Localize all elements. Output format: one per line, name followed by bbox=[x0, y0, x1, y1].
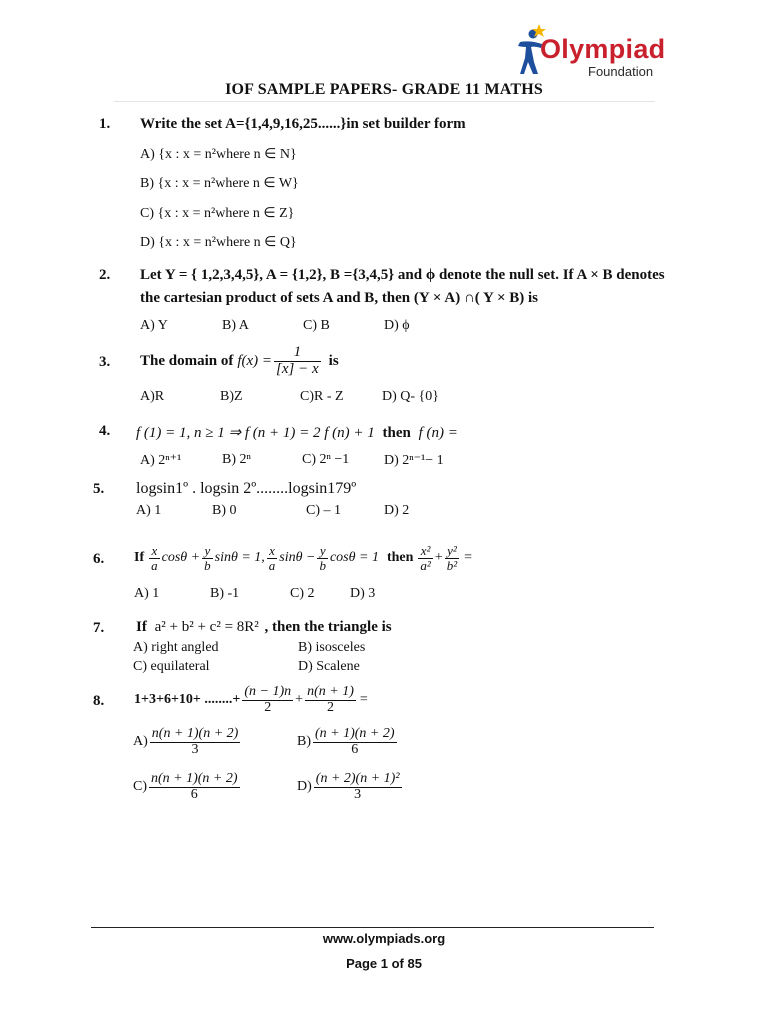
option-c: C) equilateral bbox=[133, 659, 210, 674]
option-d: D) 3 bbox=[350, 586, 376, 601]
fraction-denominator: b² bbox=[446, 557, 458, 573]
option-d: D) 2 bbox=[384, 503, 410, 518]
option-d: D) Scalene bbox=[298, 659, 360, 674]
fraction bbox=[445, 544, 459, 572]
option-a: A) {x : x = n²where n ∈ N} bbox=[140, 147, 297, 162]
fraction-denominator: 6 bbox=[351, 741, 359, 757]
question-text-pre: If bbox=[136, 619, 147, 635]
question-expression: a² + b² + c² = 8R² bbox=[154, 619, 259, 635]
question-text: Write the set A={1,4,9,16,25......}in set builder form bbox=[140, 116, 466, 132]
fraction bbox=[202, 544, 213, 572]
fraction-numerator: x² bbox=[418, 544, 432, 559]
option-c: C) 2 bbox=[290, 586, 315, 601]
question-text: the cartesian product of sets A and B, then (Y × A) ∩( Y × B) is bbox=[140, 290, 539, 306]
fraction-denominator: 3 bbox=[191, 741, 199, 757]
operator-equals: = bbox=[359, 692, 368, 707]
fraction-numerator: 1 bbox=[274, 345, 321, 362]
option-d bbox=[297, 767, 404, 807]
fraction-numerator: n(n + 1) bbox=[307, 683, 354, 699]
question-number: 3. bbox=[99, 354, 111, 370]
option-a: A)R bbox=[140, 389, 165, 404]
fraction-numerator: x bbox=[267, 544, 278, 559]
fraction-numerator: y bbox=[202, 544, 213, 559]
option-a bbox=[133, 722, 242, 762]
question-text-then: then bbox=[386, 550, 414, 565]
fraction-denominator: 6 bbox=[190, 786, 198, 802]
option-b: B) {x : x = n²where n ∈ W} bbox=[140, 176, 299, 191]
option-b: B) A bbox=[222, 318, 249, 333]
option-b: B) 2ⁿ bbox=[222, 452, 251, 467]
question-text-mid: then bbox=[382, 425, 411, 441]
option-label: B) bbox=[297, 734, 311, 749]
question-expression: sinθ = 1, bbox=[214, 550, 265, 565]
operator-plus: + bbox=[434, 550, 443, 565]
question-number: 1. bbox=[99, 116, 111, 132]
fraction bbox=[305, 685, 356, 715]
fraction-denominator: 2 bbox=[264, 699, 272, 715]
option-b: B) 0 bbox=[212, 503, 237, 518]
option-c: C) B bbox=[303, 318, 330, 333]
fraction bbox=[242, 685, 293, 715]
question-text bbox=[134, 679, 368, 721]
question-series: 1+3+6+10+ ........+ bbox=[134, 692, 241, 707]
fraction-numerator: y bbox=[317, 544, 328, 559]
question-text bbox=[134, 536, 472, 580]
question-expression: cosθ = 1 bbox=[329, 550, 379, 565]
fraction-numerator: (n + 2)(n + 1)² bbox=[315, 770, 400, 786]
option-a: A) Y bbox=[140, 318, 168, 333]
fraction bbox=[149, 772, 240, 802]
option-c bbox=[133, 767, 242, 807]
function-lhs: f(x) = bbox=[237, 352, 273, 369]
fraction bbox=[317, 544, 328, 572]
fraction bbox=[149, 544, 160, 572]
question-text-post: , then the triangle is bbox=[264, 619, 392, 635]
option-b: B)Z bbox=[220, 389, 243, 404]
option-label: C) bbox=[133, 779, 147, 794]
footer-divider bbox=[91, 927, 654, 928]
option-b bbox=[297, 722, 399, 762]
fraction bbox=[150, 727, 241, 757]
fraction bbox=[313, 727, 397, 757]
fraction-denominator: 3 bbox=[354, 786, 362, 802]
option-label: A) bbox=[133, 734, 148, 749]
page-title: IOF SAMPLE PAPERS- GRADE 11 MATHS bbox=[225, 81, 543, 98]
question-text bbox=[136, 619, 392, 636]
operator-plus: + bbox=[295, 692, 304, 707]
question-number: 8. bbox=[93, 693, 105, 709]
question-expression: sinθ − bbox=[279, 550, 316, 565]
fraction-denominator: a bbox=[151, 557, 158, 573]
question-text: Let Y = { 1,2,3,4,5}, A = {1,2}, B ={3,4,5} and ϕ denote the null set. If A × B denotes bbox=[140, 267, 665, 283]
option-d: D) 2ⁿ⁻¹− 1 bbox=[384, 453, 444, 468]
fraction-numerator: y² bbox=[445, 544, 459, 559]
fraction-denominator: a bbox=[268, 557, 276, 573]
fraction-numerator: x bbox=[149, 544, 160, 559]
question-number: 7. bbox=[93, 620, 105, 636]
option-c: C)R - Z bbox=[300, 389, 344, 404]
title-divider bbox=[114, 101, 655, 102]
question-expression: cosθ + bbox=[161, 550, 201, 565]
brand-name: Olympiad bbox=[540, 34, 666, 64]
question-text bbox=[136, 423, 458, 442]
question-number: 2. bbox=[99, 267, 111, 283]
option-c: C) {x : x = n²where n ∈ Z} bbox=[140, 206, 295, 221]
option-d: D) Q- {0} bbox=[382, 389, 439, 404]
brand-subtitle: Foundation bbox=[588, 64, 654, 79]
fraction bbox=[314, 772, 402, 802]
question-number: 6. bbox=[93, 551, 105, 567]
fraction bbox=[418, 544, 432, 572]
fraction-denominator: 2 bbox=[326, 699, 334, 715]
fraction-numerator: (n − 1)n bbox=[244, 683, 292, 699]
fraction-numerator: (n + 1)(n + 2) bbox=[315, 725, 395, 741]
option-c: C) – 1 bbox=[306, 503, 341, 518]
option-a: A) 1 bbox=[134, 586, 160, 601]
question-expression: f (n) = bbox=[418, 425, 458, 441]
fraction-denominator: b bbox=[204, 557, 211, 573]
fraction bbox=[274, 345, 321, 378]
fraction-denominator: b bbox=[319, 557, 326, 573]
footer-website-link[interactable]: www.olympiads.org bbox=[322, 931, 446, 946]
question-text-post: is bbox=[328, 352, 339, 369]
fraction-denominator: a² bbox=[420, 557, 431, 573]
question-text-pre: The domain of bbox=[140, 352, 234, 369]
question-text: logsin1º . logsin 2º........logsin179º bbox=[136, 480, 357, 497]
question-number: 4. bbox=[99, 423, 111, 439]
option-a: A) 2ⁿ⁺¹ bbox=[140, 453, 182, 468]
question-expression: f (1) = 1, n ≥ 1 ⇒ f (n + 1) = 2 f (n) + 1 bbox=[136, 425, 375, 441]
operator-equals: = bbox=[464, 550, 473, 565]
option-c: C) 2ⁿ −1 bbox=[302, 452, 350, 467]
option-a: A) right angled bbox=[133, 640, 219, 655]
question-text bbox=[140, 341, 339, 381]
page-number: Page 1 of 85 bbox=[346, 956, 422, 971]
option-b: B) -1 bbox=[210, 586, 240, 601]
fraction bbox=[267, 544, 278, 572]
question-text-if: If bbox=[134, 550, 145, 565]
option-b: B) isosceles bbox=[298, 640, 366, 655]
option-label: D) bbox=[297, 779, 312, 794]
fraction-numerator: n(n + 1)(n + 2) bbox=[151, 725, 239, 741]
option-a: A) 1 bbox=[136, 503, 162, 518]
option-d: D) {x : x = n²where n ∈ Q} bbox=[140, 235, 297, 250]
fraction-numerator: n(n + 1)(n + 2) bbox=[151, 770, 238, 786]
question-number: 5. bbox=[93, 481, 105, 497]
option-d: D) ϕ bbox=[384, 318, 410, 333]
fraction-denominator: [x] − x bbox=[276, 360, 319, 377]
